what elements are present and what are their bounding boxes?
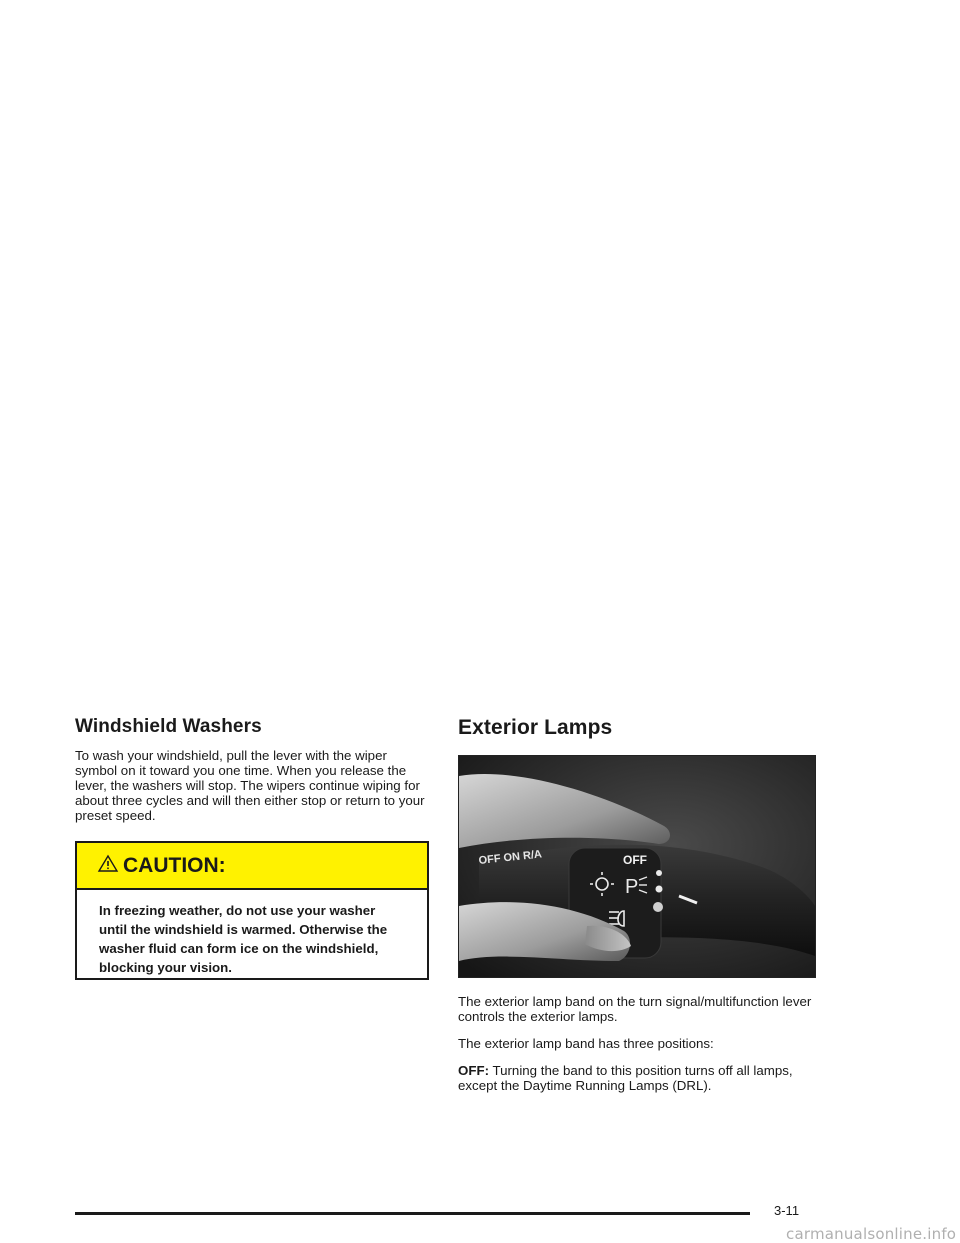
windshield-washers-heading: Windshield Washers: [75, 716, 262, 737]
p-lamp-icon: P: [625, 876, 639, 898]
windshield-washers-section: [75, 716, 431, 835]
band-label: OFF ON R/A: [478, 848, 543, 867]
windshield-washers-paragraph: To wash your windshield, pull the lever with the wiper symbol on it toward you one time. When you release the lever, the washers will stop. The wipers continue wiping for about three cycles and will then either stop or return to your preset speed.: [75, 748, 425, 823]
exterior-lamps-paragraph-1: The exterior lamp band on the turn signal/multifunction lever controls the exterior lamps.: [458, 994, 812, 1024]
footer-rule: [75, 1212, 750, 1215]
caution-box: [75, 841, 429, 980]
lever-illustration: [459, 756, 815, 977]
watermark: carmanualsonline.info: [786, 1225, 957, 1243]
off-term: OFF:: [458, 1063, 490, 1078]
caution-header: [77, 843, 427, 890]
exterior-lamp-lever-photo: [458, 755, 816, 978]
caution-triangle-icon: [97, 852, 119, 874]
off-position-item: [458, 1063, 818, 1093]
exterior-lamps-text: [458, 994, 818, 1105]
off-label: OFF: [623, 853, 647, 867]
indicator-dot-3: [653, 902, 663, 912]
off-description: Turning the band to this position turns off all lamps, except the Daytime Running Lamps (DRL).: [458, 1063, 793, 1093]
caution-text: In freezing weather, do not use your washer until the windshield is warmed. Otherwise the washer fluid can form ice on the windshield, blocking your vision.: [99, 903, 388, 975]
indicator-dot-2: [656, 886, 663, 893]
caution-title: CAUTION:: [123, 853, 226, 877]
exterior-lamps-paragraph-2: The exterior lamp band has three positions:: [458, 1036, 714, 1051]
exterior-lamps-heading: Exterior Lamps: [458, 716, 613, 739]
exterior-lamps-section: [458, 716, 818, 752]
page-number: 3-11: [774, 1203, 800, 1218]
indicator-dot-1: [656, 870, 662, 876]
